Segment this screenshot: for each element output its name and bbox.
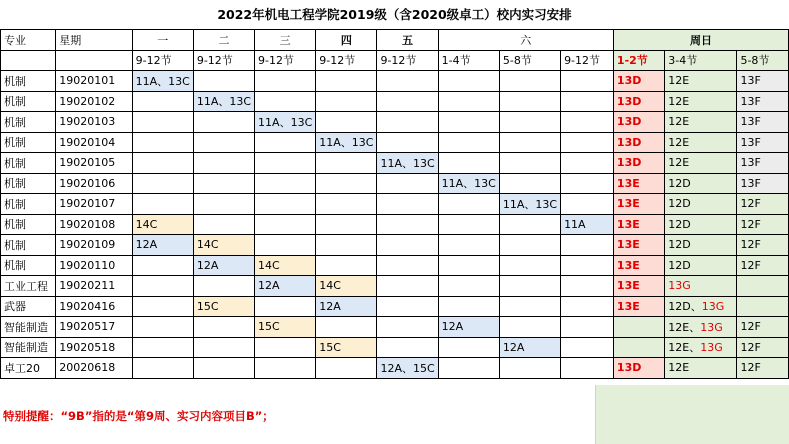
schedule-cell[interactable]: 13F	[737, 153, 789, 174]
header-sun[interactable]: 周日	[613, 30, 788, 51]
schedule-cell[interactable]	[499, 276, 560, 297]
schedule-cell[interactable]	[499, 317, 560, 338]
table-row	[1, 173, 789, 194]
schedule-cell[interactable]	[438, 194, 499, 215]
schedule-cell[interactable]: 11A、13C	[255, 112, 316, 133]
major-cell[interactable]: 工业工程	[1, 276, 56, 297]
schedule-cell[interactable]	[438, 296, 499, 317]
schedule-cell[interactable]	[561, 91, 614, 112]
schedule-cell[interactable]: 11A、13C	[377, 153, 438, 174]
schedule-cell[interactable]	[316, 255, 377, 276]
schedule-cell[interactable]: 13D	[613, 112, 664, 133]
class-id-cell[interactable]: 19020108	[56, 214, 132, 235]
schedule-cell[interactable]: 11A、13C	[316, 132, 377, 153]
schedule-cell[interactable]: 12F	[737, 317, 789, 338]
schedule-cell[interactable]: 12A	[499, 337, 560, 358]
header-thu[interactable]: 四	[316, 30, 377, 51]
schedule-cell[interactable]	[255, 235, 316, 256]
period-label[interactable]: 5-8节	[737, 50, 789, 71]
period-label[interactable]: 9-12节	[132, 50, 193, 71]
schedule-cell[interactable]	[132, 358, 193, 379]
sheet-title: 2022年机电工程学院2019级（含2020级卓工）校内实习安排	[217, 7, 572, 22]
schedule-cell[interactable]	[193, 194, 254, 215]
schedule-cell[interactable]: 12D	[665, 173, 737, 194]
class-id-cell[interactable]: 19020518	[56, 337, 132, 358]
schedule-cell[interactable]	[561, 276, 614, 297]
schedule-cell[interactable]: 13E	[613, 214, 664, 235]
schedule-cell[interactable]: 11A、13C	[132, 71, 193, 92]
schedule-cell[interactable]	[316, 317, 377, 338]
schedule-cell[interactable]	[438, 255, 499, 276]
schedule-cell[interactable]: 13D	[613, 91, 664, 112]
schedule-cell[interactable]	[561, 132, 614, 153]
schedule-cell[interactable]: 13F	[737, 91, 789, 112]
major-cell[interactable]: 机制	[1, 153, 56, 174]
class-id-cell[interactable]: 19020110	[56, 255, 132, 276]
schedule-cell[interactable]	[255, 132, 316, 153]
schedule-cell[interactable]	[499, 214, 560, 235]
schedule-cell[interactable]	[561, 194, 614, 215]
schedule-cell[interactable]: 12E	[665, 132, 737, 153]
schedule-cell[interactable]	[132, 132, 193, 153]
schedule-cell[interactable]: 14C	[132, 214, 193, 235]
schedule-cell[interactable]: 12D	[665, 235, 737, 256]
schedule-cell[interactable]	[499, 112, 560, 133]
period-label[interactable]: 9-12节	[193, 50, 254, 71]
schedule-cell[interactable]: 11A	[561, 214, 614, 235]
class-id-cell[interactable]: 19020106	[56, 173, 132, 194]
schedule-cell[interactable]: 14C	[316, 276, 377, 297]
schedule-cell[interactable]	[377, 91, 438, 112]
schedule-cell[interactable]: 13E	[613, 194, 664, 215]
schedule-cell[interactable]	[561, 153, 614, 174]
period-label[interactable]: 9-12节	[377, 50, 438, 71]
schedule-cell[interactable]	[193, 71, 254, 92]
cell-part: 12E、	[668, 320, 701, 334]
class-id-cell[interactable]: 19020416	[56, 296, 132, 317]
schedule-cell[interactable]	[377, 112, 438, 133]
schedule-cell[interactable]	[193, 337, 254, 358]
schedule-cell[interactable]: 13F	[737, 173, 789, 194]
schedule-cell[interactable]	[499, 358, 560, 379]
schedule-cell[interactable]: 12A	[193, 255, 254, 276]
schedule-cell[interactable]	[438, 112, 499, 133]
schedule-cell[interactable]: 11A、13C	[499, 194, 560, 215]
schedule-cell[interactable]	[438, 337, 499, 358]
schedule-cell[interactable]: 12E	[665, 153, 737, 174]
schedule-cell[interactable]: 12F	[737, 235, 789, 256]
table-row	[1, 153, 789, 174]
cell-part: 13G	[700, 320, 723, 334]
schedule-cell[interactable]	[377, 337, 438, 358]
schedule-cell[interactable]: 13E	[613, 276, 664, 297]
schedule-cell[interactable]	[499, 153, 560, 174]
schedule-cell[interactable]	[193, 276, 254, 297]
table-row	[1, 358, 789, 379]
schedule-cell[interactable]: 12F	[737, 358, 789, 379]
schedule-cell[interactable]	[193, 153, 254, 174]
major-cell[interactable]: 机制	[1, 112, 56, 133]
schedule-cell[interactable]	[561, 255, 614, 276]
schedule-cell[interactable]: 15C	[193, 296, 254, 317]
schedule-cell[interactable]: 15C	[316, 337, 377, 358]
period-label[interactable]: 9-12节	[316, 50, 377, 71]
class-id-cell[interactable]: 19020101	[56, 71, 132, 92]
class-id-cell[interactable]: 19020211	[56, 276, 132, 297]
header-mon[interactable]: 一	[132, 30, 193, 51]
schedule-cell[interactable]	[499, 132, 560, 153]
cell-part: 13G	[700, 341, 723, 355]
table-row	[1, 255, 789, 276]
table-row	[1, 337, 789, 358]
major-cell[interactable]: 机制	[1, 235, 56, 256]
schedule-cell[interactable]	[255, 358, 316, 379]
header-blank[interactable]	[56, 50, 132, 71]
schedule-cell[interactable]	[132, 153, 193, 174]
table-row	[1, 317, 789, 338]
period-label[interactable]: 5-8节	[499, 50, 560, 71]
class-id-cell[interactable]: 20020618	[56, 358, 132, 379]
schedule-cell[interactable]	[132, 112, 193, 133]
schedule-cell[interactable]	[255, 337, 316, 358]
schedule-table	[0, 29, 789, 379]
schedule-cell[interactable]	[561, 173, 614, 194]
schedule-cell[interactable]: 12A	[132, 235, 193, 256]
schedule-cell[interactable]	[438, 91, 499, 112]
header-week[interactable]: 星期	[56, 30, 132, 51]
schedule-cell[interactable]	[255, 91, 316, 112]
table-row	[1, 214, 789, 235]
class-id-cell[interactable]: 19020517	[56, 317, 132, 338]
schedule-cell[interactable]	[316, 71, 377, 92]
class-id-cell[interactable]: 19020105	[56, 153, 132, 174]
schedule-cell[interactable]	[377, 317, 438, 338]
schedule-cell[interactable]: 14C	[255, 255, 316, 276]
table-row	[1, 276, 789, 297]
schedule-cell[interactable]: 13E	[613, 296, 664, 317]
schedule-cell[interactable]	[438, 132, 499, 153]
schedule-cell[interactable]	[316, 214, 377, 235]
schedule-cell[interactable]: 11A、13C	[193, 91, 254, 112]
major-cell[interactable]: 武器	[1, 296, 56, 317]
schedule-cell[interactable]	[316, 358, 377, 379]
schedule-cell[interactable]	[193, 358, 254, 379]
major-cell[interactable]: 机制	[1, 91, 56, 112]
schedule-cell[interactable]	[132, 255, 193, 276]
schedule-cell[interactable]: 12F	[737, 337, 789, 358]
schedule-cell[interactable]	[438, 214, 499, 235]
schedule-cell[interactable]	[377, 132, 438, 153]
class-id-cell[interactable]: 19020102	[56, 91, 132, 112]
schedule-cell[interactable]: 12F	[737, 194, 789, 215]
schedule-cell[interactable]: 13F	[737, 71, 789, 92]
header-fri[interactable]: 五	[377, 30, 438, 51]
schedule-cell[interactable]	[255, 296, 316, 317]
schedule-cell[interactable]	[377, 296, 438, 317]
table-row	[1, 235, 789, 256]
period-label[interactable]: 9-12节	[255, 50, 316, 71]
major-cell[interactable]: 机制	[1, 194, 56, 215]
schedule-cell[interactable]	[438, 235, 499, 256]
schedule-cell[interactable]: 11A、13C	[438, 173, 499, 194]
schedule-cell[interactable]	[193, 214, 254, 235]
schedule-cell[interactable]	[438, 153, 499, 174]
schedule-cell[interactable]	[499, 173, 560, 194]
schedule-cell[interactable]: 12E	[665, 112, 737, 133]
schedule-cell[interactable]	[316, 235, 377, 256]
class-id-cell[interactable]: 19020109	[56, 235, 132, 256]
schedule-cell[interactable]	[132, 317, 193, 338]
schedule-cell[interactable]	[255, 173, 316, 194]
schedule-cell[interactable]	[132, 91, 193, 112]
schedule-cell[interactable]	[499, 71, 560, 92]
schedule-cell[interactable]	[377, 255, 438, 276]
schedule-cell[interactable]: 12F	[737, 214, 789, 235]
schedule-cell[interactable]: 12F	[737, 255, 789, 276]
schedule-cell[interactable]: 13E	[613, 173, 664, 194]
schedule-cell[interactable]	[132, 173, 193, 194]
schedule-cell[interactable]	[377, 214, 438, 235]
schedule-cell[interactable]	[499, 296, 560, 317]
header-tue[interactable]: 二	[193, 30, 254, 51]
schedule-cell[interactable]: 12E	[665, 358, 737, 379]
schedule-cell[interactable]: 12D	[665, 214, 737, 235]
schedule-cell[interactable]	[499, 235, 560, 256]
schedule-cell[interactable]	[316, 173, 377, 194]
schedule-cell[interactable]: 12D	[665, 255, 737, 276]
schedule-cell[interactable]	[438, 71, 499, 92]
class-id-cell[interactable]: 19020107	[56, 194, 132, 215]
schedule-cell[interactable]	[561, 296, 614, 317]
header-sat[interactable]: 六	[438, 30, 613, 51]
schedule-cell[interactable]: 13D	[613, 71, 664, 92]
schedule-cell[interactable]	[438, 358, 499, 379]
schedule-cell[interactable]	[561, 317, 614, 338]
major-cell[interactable]: 机制	[1, 71, 56, 92]
schedule-cell[interactable]	[255, 71, 316, 92]
schedule-cell[interactable]	[132, 276, 193, 297]
schedule-cell[interactable]	[377, 276, 438, 297]
schedule-cell[interactable]	[255, 194, 316, 215]
header-row-periods	[1, 50, 789, 71]
schedule-cell[interactable]	[665, 296, 737, 317]
class-id-cell[interactable]: 19020103	[56, 112, 132, 133]
schedule-cell[interactable]	[377, 173, 438, 194]
schedule-cell[interactable]: 15C	[255, 317, 316, 338]
schedule-cell[interactable]	[193, 173, 254, 194]
schedule-cell[interactable]: 13E	[613, 235, 664, 256]
major-cell[interactable]: 机制	[1, 214, 56, 235]
schedule-cell[interactable]	[561, 235, 614, 256]
header-major[interactable]: 专业	[1, 30, 56, 51]
schedule-cell[interactable]	[438, 276, 499, 297]
schedule-cell[interactable]	[316, 112, 377, 133]
schedule-cell[interactable]	[613, 317, 664, 338]
schedule-cell[interactable]: 12A	[316, 296, 377, 317]
period-label[interactable]: 3-4节	[665, 50, 737, 71]
schedule-cell[interactable]: 14C	[193, 235, 254, 256]
schedule-cell[interactable]	[193, 112, 254, 133]
schedule-cell[interactable]	[377, 235, 438, 256]
major-cell[interactable]: 卓工20	[1, 358, 56, 379]
header-wed[interactable]: 三	[255, 30, 316, 51]
schedule-cell[interactable]	[377, 194, 438, 215]
schedule-cell[interactable]	[561, 71, 614, 92]
schedule-cell[interactable]	[132, 194, 193, 215]
schedule-cell[interactable]: 13D	[613, 358, 664, 379]
schedule-cell[interactable]: 12D	[665, 194, 737, 215]
schedule-cell[interactable]	[561, 337, 614, 358]
schedule-cell[interactable]	[613, 337, 664, 358]
table-row	[1, 71, 789, 92]
schedule-cell[interactable]: 13D	[613, 153, 664, 174]
table-row	[1, 132, 789, 153]
schedule-cell[interactable]: 12A、15C	[377, 358, 438, 379]
class-id-cell[interactable]: 19020104	[56, 132, 132, 153]
schedule-cell[interactable]: 12A	[255, 276, 316, 297]
schedule-cell[interactable]	[377, 71, 438, 92]
schedule-cell[interactable]	[499, 255, 560, 276]
table-row	[1, 91, 789, 112]
schedule-cell[interactable]: 12E	[665, 91, 737, 112]
table-row	[1, 112, 789, 133]
major-cell[interactable]: 机制	[1, 132, 56, 153]
header-blank[interactable]	[1, 50, 56, 71]
schedule-cell[interactable]	[561, 112, 614, 133]
table-row	[1, 296, 789, 317]
schedule-cell[interactable]	[193, 317, 254, 338]
sunday-fill-area	[595, 385, 789, 444]
schedule-cell[interactable]	[737, 276, 789, 297]
major-cell[interactable]: 智能制造	[1, 317, 56, 338]
major-cell[interactable]: 机制	[1, 255, 56, 276]
schedule-cell[interactable]	[499, 91, 560, 112]
cell-part: 13G	[701, 300, 725, 314]
schedule-cell[interactable]	[132, 337, 193, 358]
schedule-cell[interactable]	[316, 91, 377, 112]
schedule-cell[interactable]	[255, 153, 316, 174]
period-label[interactable]: 9-12节	[561, 50, 614, 71]
schedule-cell[interactable]	[132, 296, 193, 317]
cell-part: 12E、	[668, 341, 701, 355]
schedule-cell[interactable]: 13E	[613, 255, 664, 276]
schedule-cell[interactable]: 13D	[613, 132, 664, 153]
period-label[interactable]: 1-4节	[438, 50, 499, 71]
cell-part: 12D、	[668, 300, 702, 314]
header-row-weekdays	[1, 30, 789, 51]
schedule-cell[interactable]	[316, 153, 377, 174]
schedule-cell[interactable]	[193, 132, 254, 153]
schedule-cell[interactable]	[737, 296, 789, 317]
table-row	[1, 194, 789, 215]
schedule-cell[interactable]	[665, 317, 737, 338]
schedule-cell[interactable]: 12A	[438, 317, 499, 338]
schedule-cell[interactable]: 13G	[665, 276, 737, 297]
schedule-cell[interactable]	[665, 337, 737, 358]
schedule-cell[interactable]: 13F	[737, 112, 789, 133]
major-cell[interactable]: 智能制造	[1, 337, 56, 358]
period-label[interactable]: 1-2节	[613, 50, 664, 71]
schedule-cell[interactable]	[561, 358, 614, 379]
major-cell[interactable]: 机制	[1, 173, 56, 194]
schedule-cell[interactable]: 12E	[665, 71, 737, 92]
schedule-cell[interactable]	[255, 214, 316, 235]
schedule-cell[interactable]	[316, 194, 377, 215]
special-note: 特别提醒：“9B”指的是“第9周、实习内容项目B”；	[3, 409, 274, 423]
schedule-cell[interactable]: 13F	[737, 132, 789, 153]
